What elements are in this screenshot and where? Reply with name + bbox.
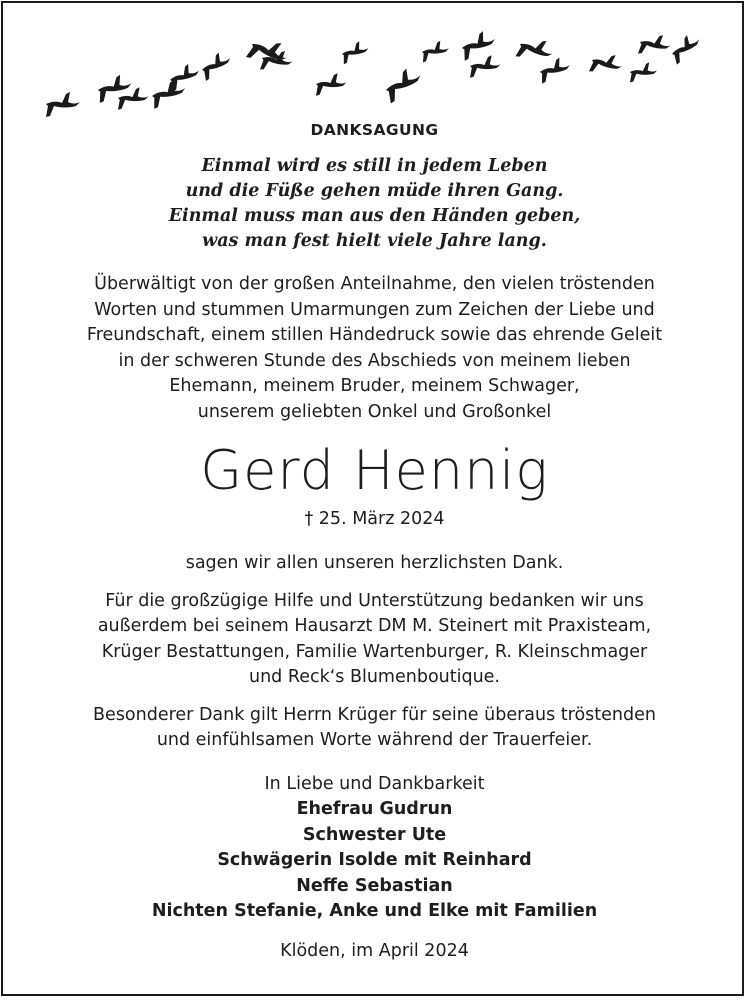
signature-block <box>20 772 729 925</box>
poem-line: was man fest hielt viele Jahre lang. <box>202 231 547 251</box>
heading: DANKSAGUNG <box>310 121 439 139</box>
deceased-name: Gerd Hennig <box>200 439 549 502</box>
intro-line: Überwältigt von der großen Anteilnahme, den vielen tröstenden <box>94 274 655 294</box>
death-date: † 25. März 2024 <box>304 509 445 529</box>
signature-name: Neffe Sebastian <box>296 875 453 896</box>
help-line: außerdem bei seinem Hausarzt DM M. Steinert mit Praxisteam, <box>97 616 652 636</box>
signature-intro: In Liebe und Dankbarkeit <box>264 773 485 794</box>
special-line: Besonderer Dank gilt Herrn Krüger für seine überaus tröstenden <box>93 704 656 725</box>
intro-line: Freundschaft, einem stillen Händedruck sowie das ehrende Geleit <box>86 325 663 345</box>
signature-name: Nichten Stefanie, Anke und Elke mit Familien <box>151 901 598 921</box>
intro-line: in der schweren Stunde des Abschieds von meinem lieben <box>118 350 631 371</box>
intro-line: Ehemann, meinem Bruder, meinem Schwager, <box>169 376 580 396</box>
signature-name: Schwester Ute <box>302 824 447 845</box>
signature-name: Schwägerin Isolde mit Reinhard <box>217 850 532 870</box>
poem <box>20 154 729 254</box>
help-line: Für die großzügige Hilfe und Unterstützung bedanken wir uns <box>105 590 644 611</box>
help-line: Krüger Bestattungen, Familie Wartenburger, R. Kleinschmager <box>101 641 648 662</box>
poem-line: Einmal wird es still in jedem Leben <box>201 156 548 176</box>
intro-line: Worten und stummen Umarmungen zum Zeichen der Liebe und <box>94 299 655 320</box>
help-line: und Reck‘s Blumenboutique. <box>248 667 500 687</box>
place-date: Klöden, im April 2024 <box>280 940 469 961</box>
poem-line: Einmal muss man aus den Händen geben, <box>168 206 581 226</box>
special-line: und einfühlsamen Worte während der Trauerfeier. <box>156 730 593 750</box>
obituary-content <box>20 118 729 964</box>
help-paragraph <box>20 589 729 691</box>
poem-line: und die Füße gehen müde ihren Gang. <box>185 181 564 201</box>
thanks-line: sagen wir allen unseren herzlichsten Dank. <box>185 553 564 573</box>
intro-line: unserem geliebten Onkel und Großonkel <box>197 401 552 422</box>
intro-paragraph <box>20 272 729 425</box>
signature-name: Ehefrau Gudrun <box>296 799 453 819</box>
special-thanks-paragraph <box>20 703 729 754</box>
